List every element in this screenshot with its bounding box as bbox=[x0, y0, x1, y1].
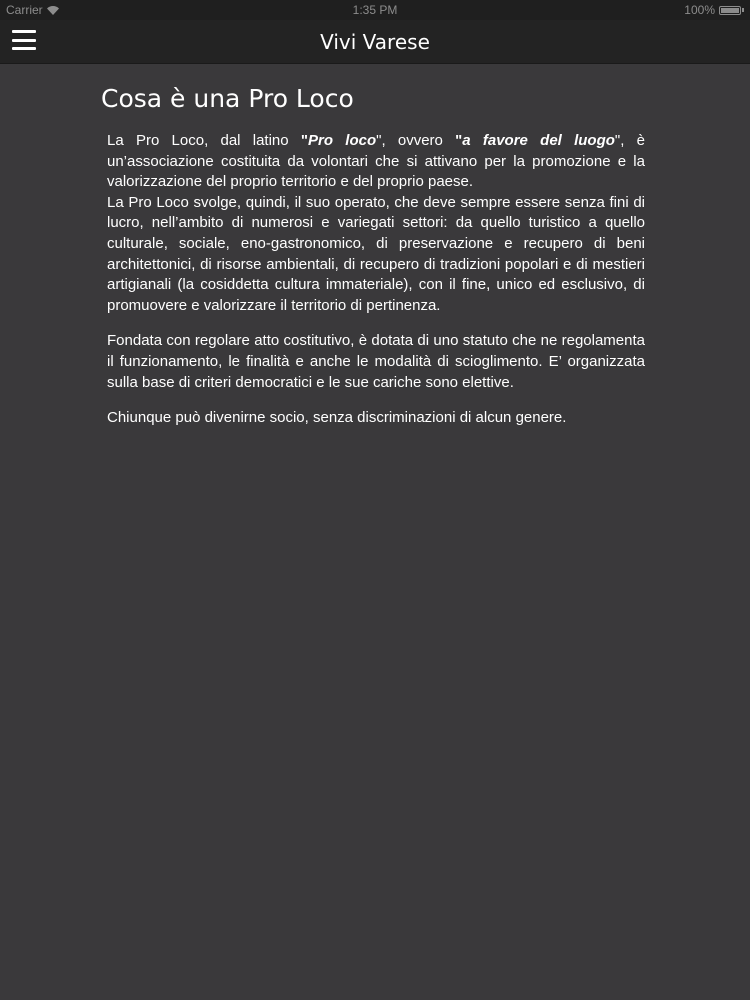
navigation-bar bbox=[0, 20, 750, 64]
status-time: 1:35 PM bbox=[352, 3, 398, 17]
page-content bbox=[100, 84, 645, 444]
term-a-favore-del-luogo: a favore del luogo bbox=[462, 132, 615, 149]
status-bar bbox=[0, 0, 750, 20]
paragraph-intro bbox=[107, 131, 645, 193]
quote-mark: " bbox=[614, 132, 621, 149]
battery-icon bbox=[719, 6, 741, 15]
intro-text-c: , è un’associazione costituita da volontari che si attivano per la promozione e la valorizzazione del proprio territorio e del proprio paese. bbox=[107, 132, 646, 191]
nav-title: Vivi Varese bbox=[320, 30, 430, 54]
page-title: Cosa è una Pro Loco bbox=[101, 84, 354, 113]
intro-text-a: La Pro Loco, dal latino bbox=[107, 132, 301, 149]
paragraph-activities: La Pro Loco svolge, quindi, il suo operato, che deve sempre essere senza fini di lucro, nell’ambito di numerosi e variegati settori: da quello turistico a quello culturale, sociale, eno-gastronomico, di preservazione e recupero di beni architettonici, di risorse ambientali, di recupero di tradizioni popolari e di mestieri artigianali (la cosiddetta cultura immateriale), con il fine, unico ed esclusivo, di promuovere e valorizzare il territorio di pertinenza. bbox=[107, 193, 645, 314]
term-pro-loco: Pro loco bbox=[308, 132, 377, 149]
quote-mark: " bbox=[455, 132, 463, 149]
battery-tip bbox=[742, 8, 744, 12]
quote-mark: " bbox=[376, 132, 382, 149]
paragraph-statute: Fondata con regolare atto costitutivo, è dotata di uno statuto che ne regolamenta il funzionamento, le finalità e anche le modalità di scioglimento. E’ organizzata sulla base di criteri democratici e le sue cariche sono elettive. bbox=[107, 332, 645, 391]
intro-text-b: , ovvero bbox=[381, 132, 456, 149]
battery-percent: 100% bbox=[684, 3, 715, 17]
carrier-label: Carrier bbox=[6, 3, 43, 17]
paragraph-membership: Chiunque può divenirne socio, senza discriminazioni di alcun genere. bbox=[107, 409, 567, 427]
status-right bbox=[684, 3, 744, 17]
article-body bbox=[100, 131, 645, 429]
quote-mark: " bbox=[300, 132, 309, 149]
